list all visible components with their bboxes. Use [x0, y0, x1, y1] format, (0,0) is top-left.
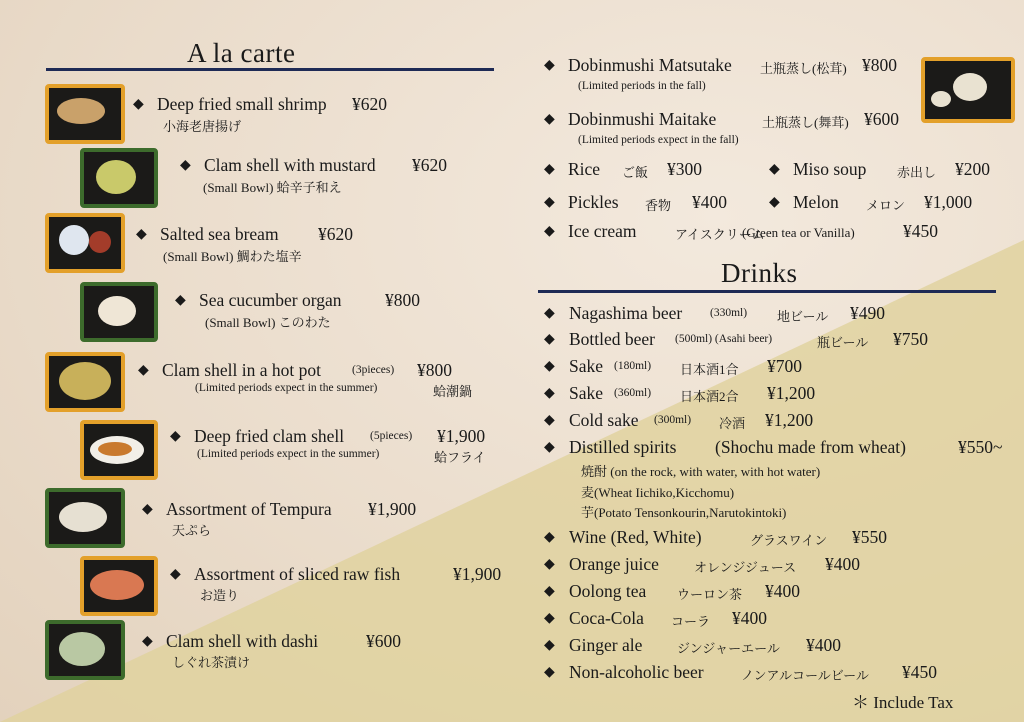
- item-name: Ice cream: [568, 221, 637, 241]
- item-jp: しぐれ茶漬け: [172, 655, 251, 670]
- bullet: ◆: [544, 359, 555, 374]
- item-name: Melon: [793, 192, 839, 212]
- bullet: ◆: [769, 195, 780, 210]
- item-price: ¥1,900: [453, 564, 502, 584]
- drink-jp: ウーロン茶: [677, 587, 743, 602]
- item-price: ¥1,900: [437, 426, 486, 446]
- drink-vol: (300ml): [654, 414, 692, 426]
- raw-fish-photo: [80, 556, 158, 616]
- item-price: ¥200: [955, 159, 990, 179]
- item-name: Rice: [568, 159, 601, 179]
- bullet: ◆: [170, 567, 181, 582]
- bullet: ◆: [544, 440, 555, 455]
- item-jp: ご飯: [622, 165, 649, 180]
- drink-name: Ginger ale: [569, 635, 643, 655]
- alacarte-heading: A la carte: [187, 38, 296, 68]
- item-price: ¥600: [864, 109, 899, 129]
- item-name: Dobinmushi Matsutake: [568, 55, 732, 75]
- item-name: Pickles: [568, 192, 619, 212]
- item-price: ¥400: [692, 192, 727, 212]
- tempura-photo: [45, 488, 125, 548]
- item-price: ¥620: [318, 224, 353, 244]
- drink-name: Wine (Red, White): [569, 527, 702, 547]
- bullet: ◆: [544, 557, 555, 572]
- bullet: ◆: [544, 584, 555, 599]
- item-jp: お造り: [200, 588, 240, 603]
- drink-price: ¥400: [765, 581, 800, 601]
- item-price: ¥800: [862, 55, 897, 75]
- item-qty: (5pieces): [370, 430, 413, 442]
- bullet: ◆: [544, 386, 555, 401]
- drink-name: Cold sake: [569, 410, 639, 430]
- item-name: Miso soup: [793, 159, 867, 179]
- item-price: ¥450: [903, 221, 938, 241]
- item-price: ¥620: [352, 94, 387, 114]
- bullet: ◆: [544, 58, 555, 73]
- bullet: ◆: [544, 332, 555, 347]
- item-jp: メロン: [866, 198, 906, 213]
- item-name: Clam shell with dashi: [166, 631, 319, 651]
- bullet: ◆: [544, 530, 555, 545]
- drink-name: Bottled beer: [569, 329, 656, 349]
- drink-sub: 焼酎 (on the rock, with water, with hot water): [581, 464, 821, 479]
- drink-jp: 日本酒2合: [680, 389, 739, 404]
- drink-sub: 麦(Wheat Iichiko,Kicchomu): [581, 485, 735, 500]
- item-jp: 土瓶蒸し(舞茸): [762, 115, 849, 130]
- bullet: ◆: [180, 158, 191, 173]
- drink-jp: オレンジジュース: [694, 560, 797, 575]
- drink-vol: (500ml) (Asahi beer): [675, 333, 773, 345]
- item-jp: アイスクリーム: [675, 227, 765, 242]
- drink-price: ¥550~: [958, 437, 1003, 457]
- item-name: Deep fried clam shell: [194, 426, 345, 446]
- item-note: (Limited periods expect in the fall): [578, 134, 739, 146]
- drink-price: ¥450: [902, 662, 937, 682]
- drink-jp: 瓶ビール: [817, 335, 869, 350]
- item-jp: 土瓶蒸し(松茸): [760, 61, 847, 76]
- drink-vol: (180ml): [614, 360, 652, 372]
- drink-price: ¥490: [850, 303, 885, 323]
- bullet: ◆: [133, 97, 144, 112]
- item-jp: 蛤フライ: [434, 450, 486, 465]
- item-qty: (3pieces): [352, 364, 395, 376]
- bullet: ◆: [544, 306, 555, 321]
- drink-desc: (Shochu made from wheat): [715, 437, 906, 457]
- drink-price: ¥1,200: [767, 383, 816, 403]
- bullet: ◆: [142, 634, 153, 649]
- alacarte-rule: [46, 68, 494, 71]
- drink-name: Sake: [569, 356, 604, 376]
- fried-clam-photo: [80, 420, 158, 480]
- bullet: ◆: [138, 363, 149, 378]
- hot-pot-photo: [45, 352, 125, 412]
- shrimp-photo: [45, 84, 125, 144]
- drink-price: ¥400: [825, 554, 860, 574]
- item-price: ¥800: [417, 360, 452, 380]
- clam-mustard-photo: [80, 148, 158, 208]
- drink-price: ¥550: [852, 527, 887, 547]
- drink-name: Oolong tea: [569, 581, 647, 601]
- item-price: ¥300: [667, 159, 702, 179]
- drinks-heading: Drinks: [721, 258, 798, 288]
- bullet: ◆: [136, 227, 147, 242]
- item-jp: 赤出し: [897, 165, 937, 180]
- bullet: ◆: [170, 429, 181, 444]
- bullet: ◆: [544, 413, 555, 428]
- item-desc: (Green tea or Vanilla): [742, 225, 855, 240]
- drink-name: Coca-Cola: [569, 608, 644, 628]
- item-note: (Limited periods in the fall): [578, 80, 706, 92]
- tax-footnote: ＊ Include Tax: [852, 693, 954, 712]
- sea-bream-photo: [45, 213, 125, 273]
- drink-jp: 冷酒: [719, 416, 746, 431]
- drink-jp: ノンアルコールビール: [741, 668, 869, 683]
- item-name: Sea cucumber organ: [199, 290, 342, 310]
- bullet: ◆: [769, 162, 780, 177]
- drink-vol: (360ml): [614, 387, 652, 399]
- bullet: ◆: [544, 665, 555, 680]
- bullet: ◆: [175, 293, 186, 308]
- drink-jp: グラスワイン: [750, 533, 828, 548]
- bullet: ◆: [544, 224, 555, 239]
- drink-jp: 地ビール: [777, 309, 829, 324]
- drink-name: Orange juice: [569, 554, 659, 574]
- bullet: ◆: [544, 112, 555, 127]
- item-note: (Limited periods expect in the summer): [197, 448, 380, 460]
- item-name: Assortment of sliced raw fish: [194, 564, 401, 584]
- dobinmushi-photo: [921, 57, 1015, 123]
- bullet: ◆: [544, 638, 555, 653]
- drink-price: ¥1,200: [765, 410, 814, 430]
- item-price: ¥600: [366, 631, 401, 651]
- item-jp: 天ぷら: [172, 523, 212, 538]
- item-jp: (Small Bowl) このわた: [205, 315, 331, 330]
- drink-jp: コーラ: [671, 614, 711, 629]
- item-note: (Limited periods expect in the summer): [195, 382, 378, 394]
- bullet: ◆: [544, 195, 555, 210]
- item-name: Deep fried small shrimp: [157, 94, 327, 114]
- bullet: ◆: [544, 611, 555, 626]
- drink-price: ¥400: [806, 635, 841, 655]
- drinks-rule: [538, 290, 996, 293]
- item-name: Salted sea bream: [160, 224, 279, 244]
- item-jp: 小海老唐揚げ: [163, 119, 242, 134]
- drink-name: Nagashima beer: [569, 303, 683, 323]
- bullet: ◆: [142, 502, 153, 517]
- item-name: Clam shell in a hot pot: [162, 360, 321, 380]
- drink-sub: 芋(Potato Tensonkourin,Narutokintoki): [581, 505, 787, 520]
- item-jp: 蛤潮鍋: [433, 384, 473, 399]
- item-name: Clam shell with mustard: [204, 155, 376, 175]
- item-price: ¥800: [385, 290, 420, 310]
- item-name: Dobinmushi Maitake: [568, 109, 717, 129]
- drink-vol: (330ml): [710, 307, 748, 319]
- drink-name: Sake: [569, 383, 604, 403]
- drink-name: Distilled spirits: [569, 437, 677, 457]
- drink-price: ¥700: [767, 356, 802, 376]
- item-price: ¥1,000: [924, 192, 973, 212]
- drink-name: Non-alcoholic beer: [569, 662, 704, 682]
- item-price: ¥1,900: [368, 499, 417, 519]
- drink-jp: ジンジャーエール: [677, 641, 780, 656]
- item-jp: (Small Bowl) 蛤辛子和え: [203, 180, 342, 195]
- drink-price: ¥400: [732, 608, 767, 628]
- dashi-photo: [45, 620, 125, 680]
- bullet: ◆: [544, 162, 555, 177]
- sea-cucumber-photo: [80, 282, 158, 342]
- item-name: Assortment of Tempura: [166, 499, 332, 519]
- item-jp: (Small Bowl) 鯛わた塩辛: [163, 249, 302, 264]
- drink-jp: 日本酒1合: [680, 362, 739, 377]
- item-jp: 香物: [645, 198, 672, 213]
- item-price: ¥620: [412, 155, 447, 175]
- drink-price: ¥750: [893, 329, 928, 349]
